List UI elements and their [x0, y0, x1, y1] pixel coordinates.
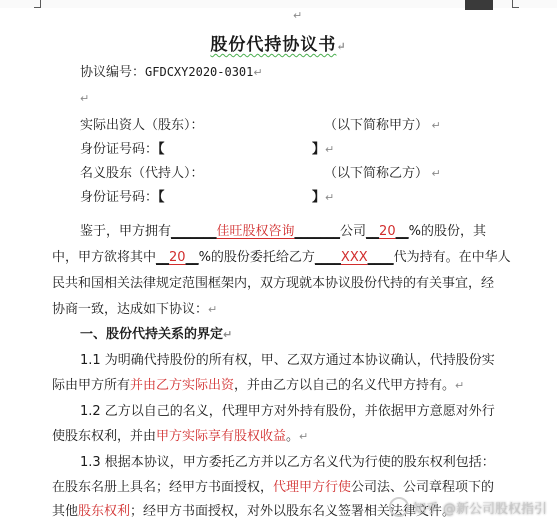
para-recital-line-4: 协商一致，达成如下协议：↵: [52, 302, 218, 317]
id2-bracket: 【: [158, 190, 165, 205]
company-name: 佳旺股权咨询: [216, 224, 295, 239]
id-bracket: 【: [158, 142, 165, 157]
paragraph-mark-icon: ↵: [293, 9, 303, 22]
clause-text: 1.2 乙方以自己的名义，代理甲方对外持有股份，并依据甲方意愿对外行: [80, 404, 495, 419]
clause-text: ；经甲方书面授权，对外以股东名义签署相关法律文件。: [130, 504, 456, 519]
investor-id-line: [80, 141, 165, 159]
zhihu-watermark: [389, 497, 547, 517]
clause-text: 1.1 为明确代持股份的所有权，甲、乙双方通过本协议确认，代持股份实: [80, 353, 495, 368]
investor-id-end: 】↵: [312, 142, 335, 157]
agreement-number-line: 协议编号：GFDCXY2020-0301↵: [80, 65, 263, 80]
recital-text: 协商一致，达成如下协议：: [52, 302, 209, 317]
nominee-alias-text: （以下简称乙方）: [324, 166, 429, 181]
recital-text: %的股份委托给乙方: [198, 250, 315, 265]
clause-highlight: 甲方实际享有股权收益: [156, 429, 287, 444]
clause-highlight: 并由乙方实际出资: [130, 378, 235, 393]
nominee-id-label: 身份证号码：: [80, 190, 159, 205]
recital-text: %的股份，其: [408, 224, 486, 239]
clause-text: ，并由乙方以自己的名义代甲方持有。: [234, 378, 456, 393]
section-1-heading: 一、股份代持关系的界定↵: [80, 327, 233, 342]
title-text: 股份代持协议书: [210, 35, 337, 55]
clause-1-1-line-2: 际由甲方所有并由乙方实际出资，并由乙方以自己的名义代甲方持有。↵: [52, 378, 465, 393]
watermark-text: 知乎 @新公司股权指引: [412, 502, 547, 517]
investor-line: [80, 117, 204, 135]
share-percent: 20: [379, 224, 396, 239]
clause-text: 在股东名册上具名；经甲方书面授权，: [52, 480, 274, 495]
clause-1-2-line-1: [80, 400, 512, 419]
recital-text: 代为持有。在中华人: [393, 250, 511, 265]
nominee-id-end: 】↵: [312, 190, 335, 205]
clause-highlight: 股东权利: [78, 504, 131, 519]
clause-text: 。: [286, 429, 300, 444]
document-title: 股份代持协议书↵: [210, 35, 347, 55]
recital-text: 公司: [340, 224, 367, 239]
para-recital-line-3: [52, 272, 495, 291]
investor-alias-text: （以下简称甲方）: [324, 118, 429, 133]
recital-text: 民共和国相关法律规定范围框架内，双方现就本协议股份代持的有关事宜，经: [52, 276, 495, 291]
section-1-heading-text: 一、股份代持关系的界定: [80, 327, 224, 342]
investor-alias: （以下简称甲方） ↵: [324, 118, 441, 133]
nominee-id-line: [80, 189, 165, 207]
nominee-line: [80, 165, 204, 183]
clause-highlight: 代理甲方行使: [273, 480, 352, 495]
agreement-no-value: GFDCXY2020-0301: [145, 65, 254, 79]
recital-text: 鉴于，甲方拥有: [80, 224, 172, 239]
recital-text: 中，甲方欲将其中: [52, 250, 157, 265]
clause-text: 公司法、公司章程项下的: [351, 480, 495, 495]
investor-id-label: 身份证号码：: [80, 142, 159, 157]
investor-label: 实际出资人（股东）：: [80, 118, 204, 133]
para-recital-line-2: 中，甲方欲将其中__20__%的股份委托给乙方____XXX____代为持有。在中华人: [52, 250, 511, 265]
entrusted-percent: 20: [169, 250, 186, 265]
clause-text: 际由甲方所有: [52, 378, 131, 393]
empty-line: ↵: [80, 92, 90, 105]
clause-1-1-line-1: [80, 349, 512, 368]
clause-text: 1.3 根据本协议，甲方委托乙方并以乙方名义代为行使的股东权利包括：: [80, 455, 495, 470]
nominee-label: 名义股东（代持人）：: [80, 166, 204, 181]
clause-1-2-line-2: 使股东权利，并由甲方实际享有股权收益。↵: [52, 429, 309, 444]
zhihu-logo-icon: [389, 497, 409, 517]
clause-text: 使股东权利，并由: [52, 429, 157, 444]
agreement-no-label: 协议编号：: [80, 65, 146, 80]
para-recital-line-1: 鉴于，甲方拥有_______佳旺股权咨询_______公司__20__%的股份，其: [80, 224, 486, 239]
nominee-name: XXX: [340, 250, 368, 265]
nominee-alias: （以下简称乙方） ↵: [324, 166, 441, 181]
clause-1-3-line-2: [52, 476, 495, 495]
clause-text: 其他: [52, 504, 79, 519]
clause-1-3-line-1: [80, 451, 512, 470]
